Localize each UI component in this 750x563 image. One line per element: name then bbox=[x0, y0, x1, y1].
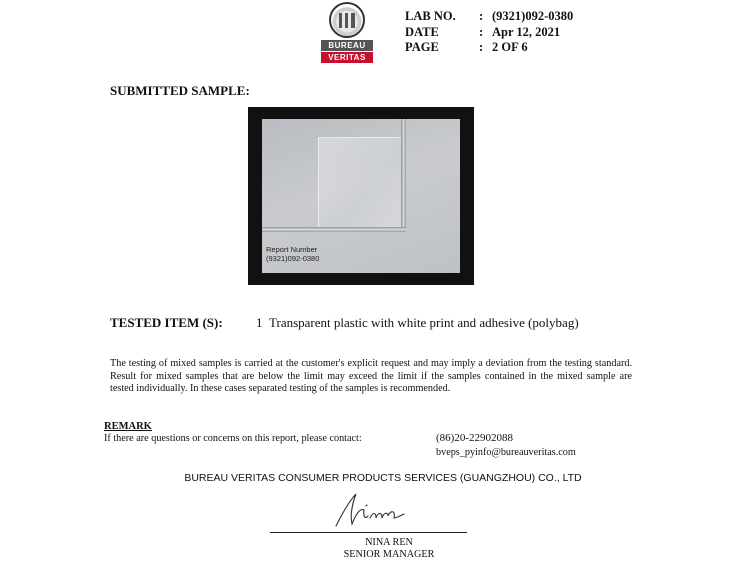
date-value: Apr 12, 2021 bbox=[492, 25, 561, 39]
tested-item-number: 1 bbox=[256, 315, 263, 330]
bureau-veritas-logo bbox=[318, 2, 376, 68]
submitted-sample-heading: SUBMITTED SAMPLE: bbox=[110, 83, 250, 98]
ruler-vertical bbox=[401, 119, 406, 231]
tested-item-label: TESTED ITEM (S): bbox=[110, 315, 223, 330]
signature-line bbox=[270, 532, 467, 533]
lab-no-colon: : bbox=[479, 9, 484, 23]
disclaimer-line-3: tested individually. In these cases separated testing of the samples is recommended. bbox=[110, 383, 451, 394]
sample-photo bbox=[262, 119, 460, 273]
logo-wordmark-top: BUREAU bbox=[321, 40, 373, 51]
remark-heading: REMARK bbox=[104, 421, 152, 432]
remark-text: If there are questions or concerns on this report, please contact: bbox=[104, 433, 362, 444]
ruler-horizontal bbox=[262, 227, 406, 232]
tested-item-description: Transparent plastic with white print and adhesive (polybag) bbox=[269, 315, 579, 330]
polybag-image bbox=[318, 137, 402, 229]
company-name: BUREAU VERITAS CONSUMER PRODUCTS SERVICES (GUANGZHOU) CO., LTD bbox=[184, 472, 582, 484]
disclaimer-text bbox=[110, 358, 632, 396]
bureau-veritas-seal-icon bbox=[329, 2, 365, 38]
photo-caption-lab-no: (9321)092-0380 bbox=[266, 254, 320, 263]
contact-phone: (86)20-22902088 bbox=[436, 432, 513, 444]
contact-email: bveps_pyinfo@bureauveritas.com bbox=[436, 447, 576, 458]
lab-no-value: (9321)092-0380 bbox=[492, 9, 574, 23]
photo-caption-report-number: Report Number bbox=[266, 245, 318, 254]
signatory-title: SENIOR MANAGER bbox=[343, 549, 435, 560]
page-label: PAGE bbox=[405, 40, 439, 54]
date-label: DATE bbox=[405, 25, 439, 39]
handwritten-signature bbox=[330, 488, 414, 532]
disclaimer-line-2: Result for mixed samples that are below the limit may exceed the limit if the samples contained in the mixed sample are bbox=[110, 370, 632, 382]
signatory-name: NINA REN bbox=[365, 537, 413, 548]
lab-no-label: LAB NO. bbox=[405, 9, 456, 23]
page-colon: : bbox=[479, 40, 484, 54]
disclaimer-line-1: The testing of mixed samples is carried at the customer's explicit request and may imply a deviation from the testing standard. bbox=[110, 358, 632, 369]
sample-photo-frame bbox=[248, 107, 474, 285]
date-colon: : bbox=[479, 25, 484, 39]
logo-wordmark-bottom: VERITAS bbox=[321, 52, 373, 63]
page-value: 2 OF 6 bbox=[492, 40, 528, 54]
